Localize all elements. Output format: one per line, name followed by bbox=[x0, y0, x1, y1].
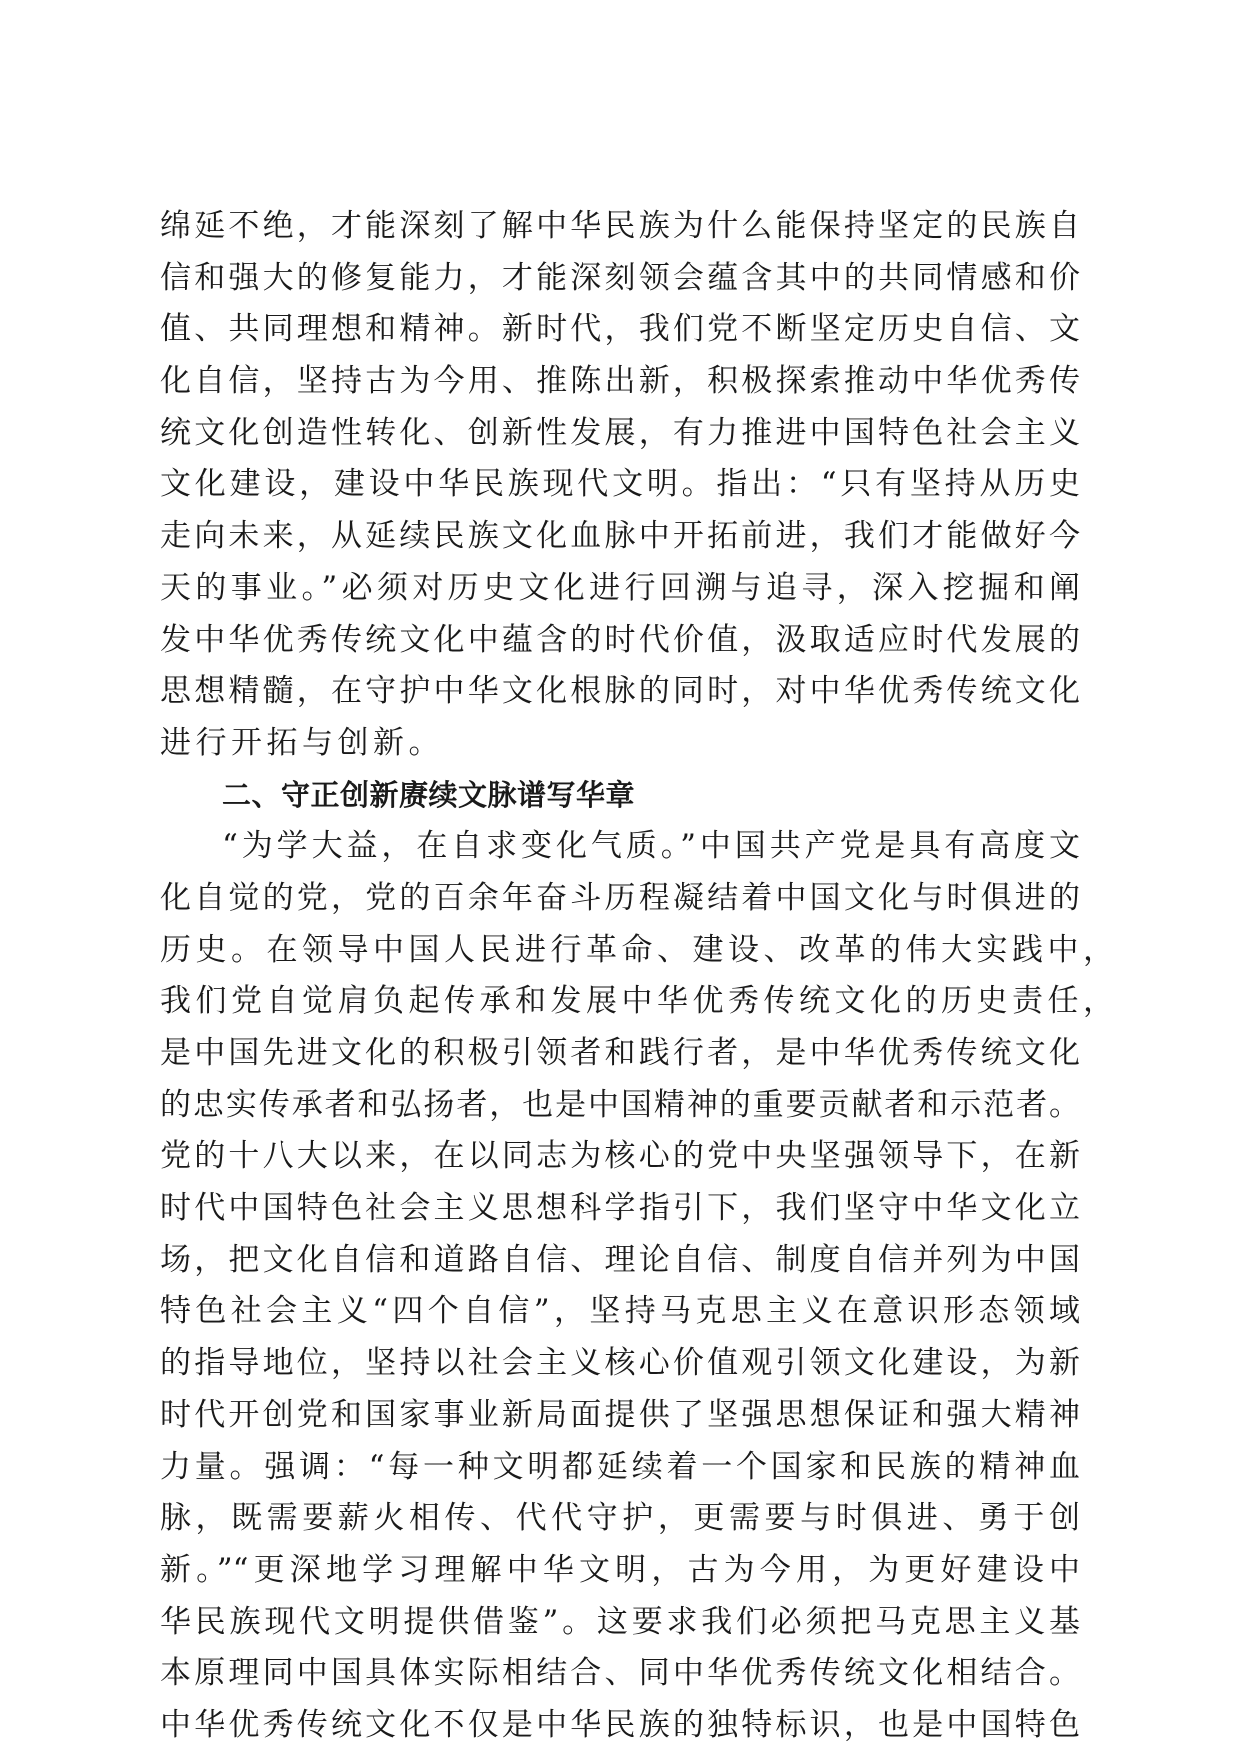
text-line: 化自觉的党，党的百余年奋斗历程凝结着中国文化与时俱进的 bbox=[160, 879, 1080, 916]
text-line: 走向未来，从延续民族文化血脉中开拓前进，我们才能做好今 bbox=[160, 518, 1080, 555]
text-line: 天的事业。”必须对历史文化进行回溯与追寻，深入挖掘和阐 bbox=[160, 569, 1080, 606]
text-line: 脉，既需要薪火相传、代代守护，更需要与时俱进、勇于创 bbox=[160, 1500, 1080, 1537]
text-line: 信和强大的修复能力，才能深刻领会蕴含其中的共同情感和价 bbox=[160, 259, 1080, 296]
text-line: 的指导地位，坚持以社会主义核心价值观引领文化建设，为新 bbox=[160, 1345, 1080, 1382]
text-line: 中华优秀传统文化不仅是中华民族的独特标识，也是中国特色 bbox=[160, 1706, 1080, 1743]
text-line: 党的十八大以来，在以同志为核心的党中央坚强领导下，在新 bbox=[160, 1138, 1080, 1175]
text-line: 化自信，坚持古为今用、推陈出新，积极探索推动中华优秀传 bbox=[160, 363, 1080, 400]
paragraph-last-line: 进行开拓与创新。 bbox=[160, 724, 444, 761]
document-body bbox=[160, 201, 1119, 1752]
text-line: 文化建设，建设中华民族现代文明。指出：“只有坚持从历史 bbox=[160, 466, 1080, 503]
text-line: 发中华优秀传统文化中蕴含的时代价值，汲取适应时代发展的 bbox=[160, 621, 1080, 658]
text-line: 思想精髓，在守护中华文化根脉的同时，对中华优秀传统文化 bbox=[160, 673, 1080, 710]
text-line: 统文化创造性转化、创新性发展，有力推进中国特色社会主义 bbox=[160, 414, 1080, 451]
text-line: 绵延不绝，才能深刻了解中华民族为什么能保持坚定的民族自 bbox=[160, 208, 1080, 244]
text-line: 值、共同理想和精神。新时代，我们党不断坚定历史自信、文 bbox=[160, 311, 1080, 348]
text-line: 场，把文化自信和道路自信、理论自信、制度自信并列为中国 bbox=[160, 1241, 1080, 1278]
text-line: 新。”“更深地学习理解中华文明，古为今用，为更好建设中 bbox=[160, 1551, 1080, 1588]
text-line: 时代中国特色社会主义思想科学指引下，我们坚守中华文化立 bbox=[160, 1190, 1080, 1227]
text-line: 是中国先进文化的积极引领者和践行者，是中华优秀传统文化 bbox=[160, 1035, 1080, 1071]
text-line: 特色社会主义“四个自信”，坚持马克思主义在意识形态领域 bbox=[160, 1293, 1080, 1330]
text-line: 华民族现代文明提供借鉴”。这要求我们必须把马克思主义基 bbox=[160, 1603, 1080, 1640]
section-heading: 二、守正创新赓续文脉谱写华章 bbox=[222, 777, 636, 812]
text-line: 我们党自觉肩负起传承和发展中华优秀传统文化的历史责任， bbox=[160, 983, 1119, 1020]
text-line: 力量。强调：“每一种文明都延续着一个国家和民族的精神血 bbox=[160, 1448, 1080, 1485]
text-line: 时代开创党和国家事业新局面提供了坚强思想保证和强大精神 bbox=[160, 1396, 1080, 1433]
paragraph-first-line: “为学大益，在自求变化气质。”中国共产党是具有高度文 bbox=[222, 828, 1080, 865]
text-line: 的忠实传承者和弘扬者，也是中国精神的重要贡献者和示范者。 bbox=[160, 1086, 1080, 1123]
text-line: 本原理同中国具体实际相结合、同中华优秀传统文化相结合。 bbox=[160, 1655, 1080, 1692]
text-line: 历史。在领导中国人民进行革命、建设、改革的伟大实践中， bbox=[160, 931, 1119, 968]
